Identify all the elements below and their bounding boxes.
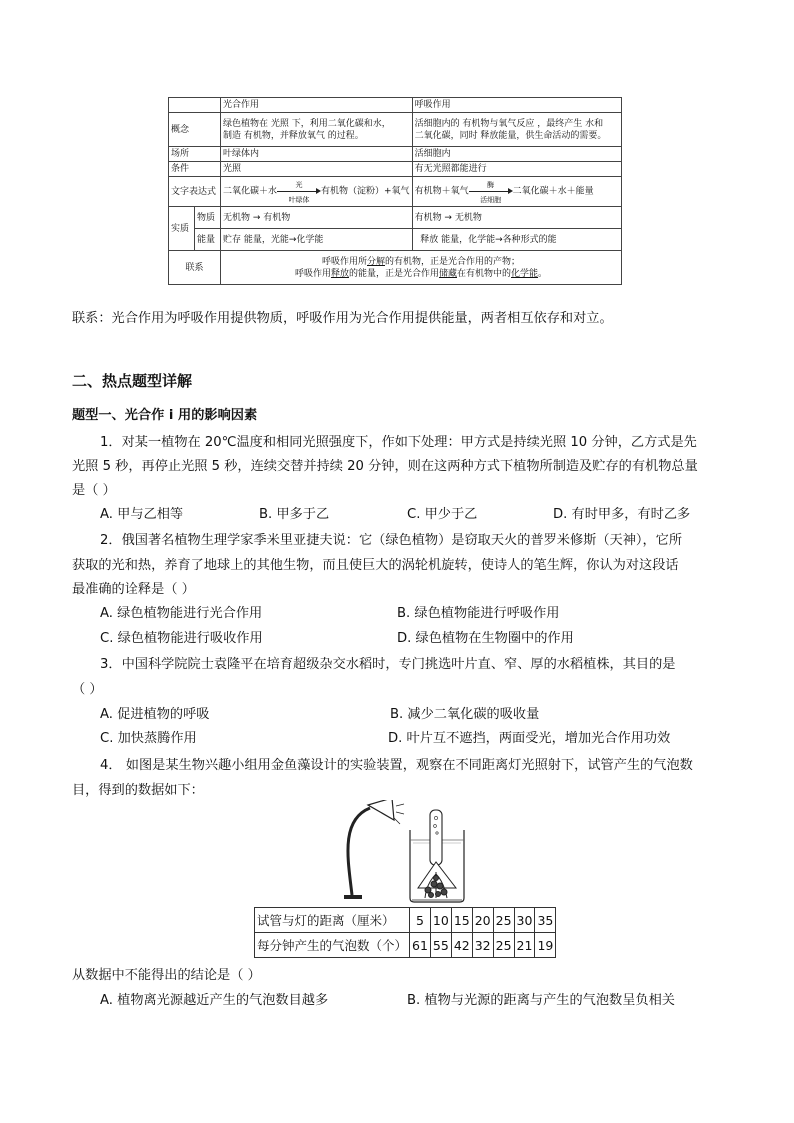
q4-line2: 目，得到的数据如下： — [72, 783, 204, 798]
q3-option-a: A. 促进植物的呼吸 — [100, 707, 210, 722]
lamp-base — [344, 895, 362, 899]
row-label-condition: 条件 — [169, 162, 221, 177]
condition-photosynthesis: 光照 — [221, 162, 413, 177]
q2-option-b: B. 绿色植物能进行呼吸作用 — [397, 606, 560, 621]
section-title: 二、热点题型详解 — [72, 372, 193, 390]
q3-option-c: C. 加快蒸腾作用 — [100, 731, 197, 746]
row-label-place: 场所 — [169, 147, 221, 162]
q3-line2: （ ） — [72, 682, 103, 697]
distance-row-label: 试管与灯的距离（厘米） — [255, 908, 410, 933]
q1-option-d: D. 有时甲多，有时乙多 — [553, 507, 691, 522]
condition-respiration: 有无光照都能进行 — [412, 162, 621, 177]
distance-cell: 5 — [410, 908, 431, 933]
table-row-concept — [169, 113, 622, 147]
lamp-beaker-apparatus-illustration — [330, 800, 480, 905]
q3-option-b: B. 减少二氧化碳的吸收量 — [390, 707, 540, 722]
place-respiration: 活细胞内 — [412, 147, 621, 162]
bubble-cell: 55 — [430, 933, 451, 958]
question-type-title: 题型一、光合作 i 用的影响因素 — [72, 408, 258, 423]
header-photosynthesis: 光合作用 — [221, 98, 413, 113]
bubble-row-label: 每分钟产生的气泡数（个） — [255, 933, 410, 958]
q1-option-a: A. 甲与乙相等 — [100, 507, 184, 522]
table-row — [255, 933, 556, 958]
q1-line2: 光照 5 秒，再停止光照 5 秒，连续交替并持续 20 分钟，则在这两种方式下植物所制造及贮存的有机物总量 — [72, 459, 698, 474]
table-row-condition — [169, 162, 622, 177]
bubble-cell: 32 — [472, 933, 493, 958]
row-label-link: 联系 — [169, 251, 221, 285]
distance-cell: 20 — [472, 908, 493, 933]
reaction-arrow-icon: 光 叶绿体 — [277, 185, 321, 197]
table-row — [255, 908, 556, 933]
table-row-place — [169, 147, 622, 162]
relation-note: 联系：光合作用为呼吸作用提供物质，呼吸作用为光合作用提供能量，两者相互依存和对立。 — [72, 311, 613, 326]
q1-line3: 是（ ） — [72, 483, 116, 498]
lamp-shade-icon — [368, 800, 394, 820]
q4-option-b: B. 植物与光源的距离与产生的气泡数呈负相关 — [407, 993, 675, 1008]
q1-option-c: C. 甲少于乙 — [407, 507, 478, 522]
table-row-equation — [169, 177, 622, 207]
table-row-link — [169, 251, 622, 285]
distance-cell: 35 — [535, 908, 556, 933]
table-row-energy — [169, 229, 622, 251]
row-label-essence: 实质 — [169, 207, 195, 251]
photosynthesis-respiration-table — [168, 97, 622, 285]
concept-respiration: 活细胞内的 有机物与氧气反应 ，最终产生 水和 二氧化碳，同时 释放能量，供生命活动的需要。 — [412, 113, 621, 147]
place-photosynthesis: 叶绿体内 — [221, 147, 413, 162]
bubble-cell: 19 — [535, 933, 556, 958]
table-row-matter — [169, 207, 622, 229]
bubble-cell: 21 — [514, 933, 535, 958]
bubble-cell: 61 — [410, 933, 431, 958]
distance-cell: 30 — [514, 908, 535, 933]
energy-photosynthesis: 贮存 能量，光能→化学能 — [221, 229, 413, 251]
energy-respiration: 释放 能量，化学能→各种形式的能 — [412, 229, 621, 251]
bubble-cell: 25 — [493, 933, 514, 958]
test-tube-icon — [430, 810, 442, 865]
distance-cell: 15 — [451, 908, 472, 933]
q2-option-a: A. 绿色植物能进行光合作用 — [100, 606, 263, 621]
reaction-arrow-icon: 酶 活细胞 — [469, 185, 513, 197]
q2-option-d: D. 绿色植物在生物圈中的作用 — [397, 631, 574, 646]
q4-line1: 4． 如图是某生物兴趣小组用金鱼藻设计的实验装置，观察在不同距离灯光照射下，试管产生的气泡数 — [100, 758, 693, 773]
q3-line1: 3．中国科学院院士袁隆平在培育超级杂交水稻时，专门挑选叶片直、窄、厚的水稻植株，其目的是 — [100, 657, 676, 672]
row-label-energy: 能量 — [195, 229, 221, 251]
matter-respiration: 有机物 → 无机物 — [412, 207, 621, 229]
q2-line2: 获取的光和热，养育了地球上的其他生物，而且使巨大的涡轮机旋转，使诗人的笔生辉，你认为对这段话 — [72, 558, 679, 573]
bubble-cell: 42 — [451, 933, 472, 958]
lamp-arm — [348, 808, 370, 895]
row-label-concept: 概念 — [169, 113, 221, 147]
bubble-data-table — [254, 907, 556, 958]
q2-line3: 最准确的诠释是（ ） — [72, 582, 195, 597]
equation-photosynthesis: 二氧化碳＋水 光 叶绿体 有机物（淀粉）+氧气 — [221, 177, 413, 207]
table-header-row — [169, 98, 622, 113]
header-respiration: 呼吸作用 — [412, 98, 621, 113]
q4-option-a: A. 植物离光源越近产生的气泡数目越多 — [100, 993, 329, 1008]
matter-photosynthesis: 无机物 → 有机物 — [221, 207, 413, 229]
equation-respiration: 有机物＋氧气 酶 活细胞 二氧化碳＋水＋能量 — [412, 177, 621, 207]
q1-option-b: B. 甲多于乙 — [259, 507, 330, 522]
q4-conclusion-question: 从数据中不能得出的结论是（ ） — [72, 968, 261, 983]
q2-option-c: C. 绿色植物能进行吸收作用 — [100, 631, 263, 646]
row-label-matter: 物质 — [195, 207, 221, 229]
distance-cell: 10 — [430, 908, 451, 933]
link-text: 呼吸作用所分解的有机物，正是光合作用的产物； 呼吸作用释放的能量，正是光合作用储藏在有机物中的化学能。 — [221, 251, 622, 285]
q2-line1: 2．俄国著名植物生理学家季米里亚捷夫说：它（绿色植物）是窃取天火的普罗米修斯（天神），它所 — [100, 533, 683, 548]
distance-cell: 25 — [493, 908, 514, 933]
q1-line1: 1．对某一植物在 20℃温度和相同光照强度下，作如下处理：甲方式是持续光照 10 分钟，乙方式是先 — [100, 435, 697, 450]
q3-option-d: D. 叶片互不遮挡，两面受光，增加光合作用功效 — [388, 731, 671, 746]
concept-photosynthesis: 绿色植物在 光照 下，利用二氧化碳和水， 制造 有机物，并释放氧气 的过程。 — [221, 113, 413, 147]
row-label-equation: 文字表达式 — [169, 177, 221, 207]
